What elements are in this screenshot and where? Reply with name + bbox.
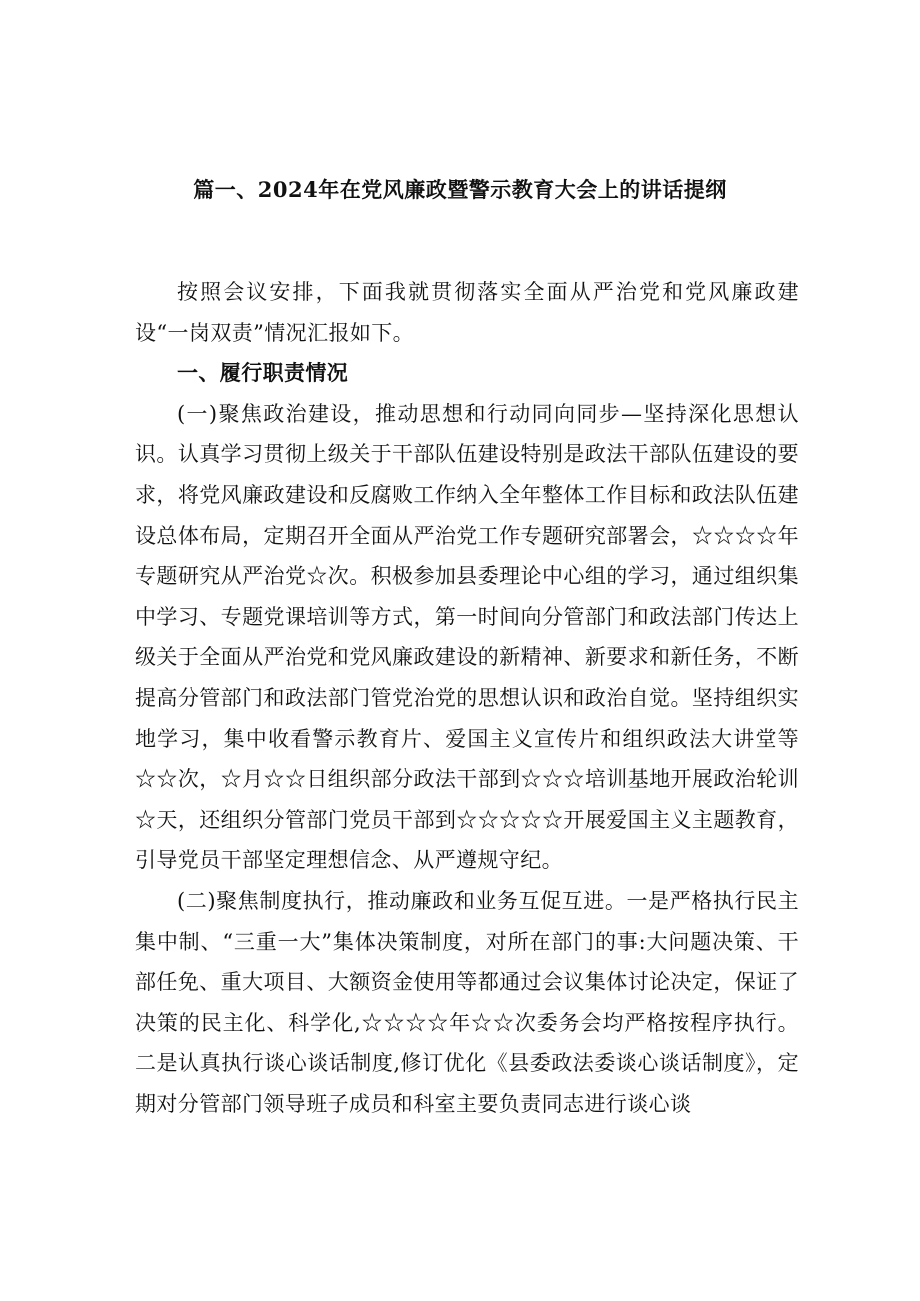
section-heading: 一、履行职责情况	[177, 360, 349, 386]
intro-paragraph: 按照会议安排，下面我就贯彻落实全面从严治党和党风廉政建设“一岗双责”情况汇报如下。	[135, 280, 799, 345]
document-body	[135, 272, 799, 1124]
body-paragraph: (二)聚焦制度执行，推动廉政和业务互促互进。一是严格执行民主集中制、“三重一大”集体决策制度，对所在部门的事:大问题决策、干部任免、重大项目、大额资金使用等都通过会议集体讨论决定，保证了决策的民主化、科学化,☆☆☆☆年☆☆次委务会均严格按程序执行。二是认真执行谈心谈话制度,修订优化《县委政法委谈心谈话制度》，定期对分管部门领导班子成员和科室主要负责同志进行谈心谈	[135, 888, 799, 1116]
body-paragraph: (一)聚焦政治建设，推动思想和行动同向同步—坚持深化思想认识。认真学习贯彻上级关于干部队伍建设特别是政法干部队伍建设的要求，将党风廉政建设和反腐败工作纳入全年整体工作目标和政法队伍建设总体布局，定期召开全面从严治党工作专题研究部署会，☆☆☆☆年专题研究从严治党☆次。积极参加县委理论中心组的学习，通过组织集中学习、专题党课培训等方式，第一时间向分管部门和政法部门传达上级关于全面从严治党和党风廉政建设的新精神、新要求和新任务，不断提高分管部门和政法部门管党治党的思想认识和政治自觉。坚持组织实地学习，集中收看警示教育片、爱国主义宣传片和组织政法大讲堂等☆☆次，☆月☆☆日组织部分政法干部到☆☆☆培训基地开展政治轮训☆天，还组织分管部门党员干部到☆☆☆☆☆开展爱国主义主题教育，引导党员干部坚定理想信念、从严遵规守纪。	[135, 401, 799, 873]
document-title: 篇一、2024年在党风廉政暨警示教育大会上的讲话提纲	[193, 177, 727, 202]
